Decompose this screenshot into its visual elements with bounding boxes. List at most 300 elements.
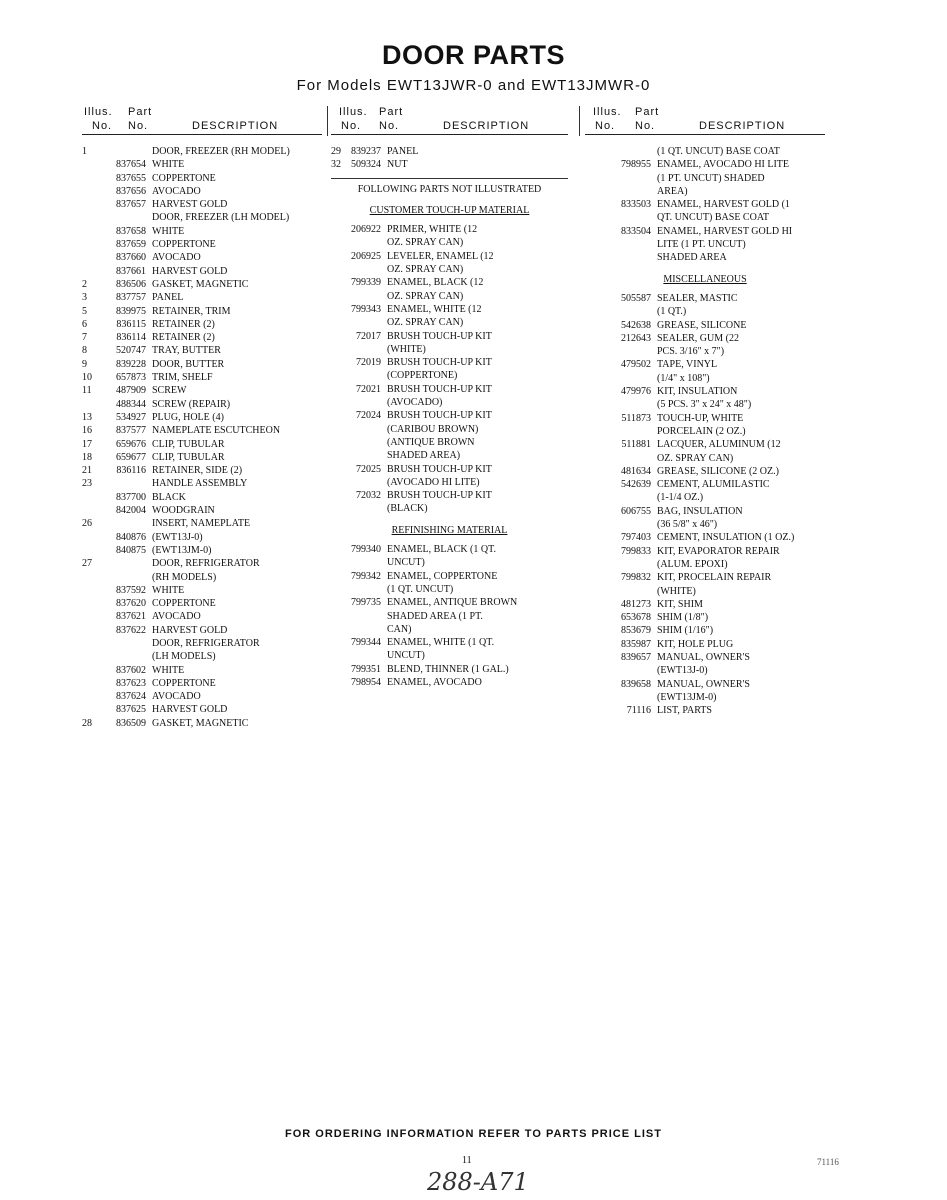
- part-number: 837757: [116, 292, 146, 304]
- part-row: [82, 571, 322, 584]
- part-number: 837622: [116, 624, 146, 636]
- illus-number: [82, 158, 104, 171]
- part-row: [82, 517, 322, 530]
- part-number: 836506: [116, 278, 146, 290]
- part-number: 842004: [116, 505, 146, 517]
- illus-number: [82, 172, 104, 185]
- part-description: ENAMEL, AVOCADO HI LITE (1 PT. UNCUT) SHADED AREA): [657, 159, 790, 197]
- part-number: 837623: [116, 677, 146, 689]
- part-row: [585, 505, 825, 532]
- part-row: [585, 611, 825, 624]
- part-description: KIT, PROCELAIN REPAIR (WHITE): [657, 572, 772, 597]
- part-row: [331, 636, 568, 663]
- part-description: PANEL: [387, 146, 419, 157]
- part-row: [585, 478, 825, 505]
- part-number: 837620: [116, 598, 146, 610]
- part-row: [585, 412, 825, 439]
- part-number: 509324: [351, 159, 381, 171]
- part-description: PLUG, HOLE (4): [152, 411, 224, 423]
- part-row: [585, 704, 825, 717]
- part-number: 505587: [621, 292, 651, 304]
- part-row: [82, 198, 322, 211]
- part-number: 520747: [116, 345, 146, 357]
- part-number: 837621: [116, 611, 146, 623]
- part-description: (1 QT. UNCUT) BASE COAT: [657, 146, 780, 157]
- part-row: [585, 145, 825, 158]
- part-row: [331, 383, 568, 410]
- part-description: KIT, HOLE PLUG: [657, 638, 734, 650]
- part-row: [585, 651, 825, 678]
- part-row: [82, 584, 322, 597]
- part-description: DOOR, BUTTER: [152, 358, 225, 370]
- part-number: 837659: [116, 239, 146, 251]
- illus-number: [82, 703, 104, 716]
- part-number: 606755: [621, 505, 651, 517]
- part-row: [331, 223, 568, 250]
- part-number: 534927: [116, 411, 146, 423]
- part-row: [82, 677, 322, 690]
- illus-number: [82, 265, 104, 278]
- part-description: GASKET, MAGNETIC: [152, 278, 249, 290]
- part-description: ENAMEL, HARVEST GOLD HI LITE (1 PT. UNCUT) SHADED AREA: [657, 225, 793, 264]
- part-number: 799832: [621, 572, 651, 584]
- illus-label: Illus.: [593, 106, 622, 118]
- part-number: 836509: [116, 717, 146, 729]
- part-description: LEVELER, ENAMEL (12 OZ. SPRAY CAN): [387, 250, 494, 276]
- part-number: 837577: [116, 425, 146, 437]
- illus-number: [82, 531, 104, 544]
- part-number: 72024: [356, 410, 381, 422]
- ordering-info: FOR ORDERING INFORMATION REFER TO PARTS PRICE LIST: [285, 1128, 662, 1140]
- illus-number: 9: [82, 358, 87, 370]
- part-row: [82, 384, 322, 397]
- part-description: WHITE: [152, 159, 185, 171]
- part-row: [331, 463, 568, 490]
- part-description: COPPERTONE: [152, 598, 216, 610]
- part-row: [82, 251, 322, 264]
- part-row: [585, 225, 825, 265]
- illus-label: Illus.: [84, 106, 113, 118]
- part-description: PRIMER, WHITE (12 OZ. SPRAY CAN): [387, 224, 478, 249]
- part-description: TRIM, SHELF: [152, 372, 213, 384]
- part-description: AVOCADO: [152, 252, 201, 264]
- handwritten-note: 288-A71: [427, 1168, 529, 1196]
- part-description: DOOR, REFRIGERATOR: [152, 637, 260, 649]
- part-row: [331, 409, 568, 462]
- part-description: (LH MODELS): [152, 651, 216, 663]
- part-number: 481273: [621, 598, 651, 610]
- no-label: No.: [635, 120, 656, 132]
- part-number: 837624: [116, 691, 146, 703]
- section-heading: REFINISHING MATERIAL: [391, 524, 508, 536]
- section-heading: CUSTOMER TOUCH-UP MATERIAL: [369, 204, 530, 216]
- part-description: LIST, PARTS: [657, 705, 712, 717]
- part-row: [82, 185, 322, 198]
- part-number: 837656: [116, 185, 146, 197]
- part-row: [82, 664, 322, 677]
- column-header: [82, 104, 322, 135]
- illus-number: 1: [82, 146, 87, 157]
- illus-number: [82, 571, 104, 584]
- part-description: HANDLE ASSEMBLY: [152, 478, 248, 490]
- document-id: 71116: [817, 1157, 839, 1167]
- part-number: 836114: [116, 332, 146, 344]
- parts-column-1: [82, 104, 322, 730]
- part-description: WHITE: [152, 584, 185, 596]
- part-row: [82, 544, 322, 557]
- part-row: [82, 424, 322, 437]
- part-row: [82, 318, 322, 331]
- illus-number: 5: [82, 305, 87, 317]
- section-heading: MISCELLANEOUS: [663, 273, 747, 285]
- part-number: 487909: [116, 385, 146, 397]
- part-description: KIT, SHIM: [657, 598, 703, 610]
- part-row: [82, 358, 322, 371]
- column-divider: [327, 106, 328, 136]
- part-number: 799343: [351, 303, 381, 315]
- part-row: [585, 438, 825, 465]
- part-row: [585, 624, 825, 637]
- illus-number: [82, 650, 104, 663]
- illus-number: [82, 185, 104, 198]
- illus-number: 10: [82, 372, 92, 384]
- illus-number: [82, 504, 104, 517]
- illus-number: [82, 491, 104, 504]
- part-number: 799344: [351, 637, 381, 649]
- illus-number: [82, 544, 104, 557]
- part-row: [585, 319, 825, 332]
- part-description: ENAMEL, BLACK (12 OZ. SPRAY CAN): [387, 277, 484, 302]
- part-row: [585, 638, 825, 651]
- part-description: BRUSH TOUCH-UP KIT (CARIBOU BROWN) (ANTIQUE BROWN SHADED AREA): [387, 410, 492, 462]
- illus-number: [82, 211, 104, 224]
- part-description: BAG, INSULATION (36 5/8" x 46"): [657, 505, 743, 531]
- part-row: [585, 332, 825, 359]
- illus-number: [82, 664, 104, 677]
- part-label: Part: [635, 106, 660, 118]
- part-description: HARVEST GOLD: [152, 199, 228, 211]
- part-description: AVOCADO: [152, 185, 201, 197]
- part-description: ENAMEL, BLACK (1 QT. UNCUT): [387, 544, 496, 569]
- part-row: [82, 211, 322, 224]
- part-number: [585, 145, 657, 158]
- part-description: BRUSH TOUCH-UP KIT (WHITE): [387, 330, 492, 355]
- illus-number: 11: [82, 385, 92, 397]
- part-number: 837657: [116, 199, 146, 211]
- illus-number: 16: [82, 425, 92, 437]
- illus-number: [82, 624, 104, 637]
- part-number: [104, 145, 152, 158]
- part-number: 542638: [621, 319, 651, 331]
- part-row: [82, 464, 322, 477]
- parts-column-2: [331, 104, 568, 689]
- illus-number: 23: [82, 478, 92, 490]
- not-illustrated-note: FOLLOWING PARTS NOT ILLUSTRATED: [357, 183, 542, 195]
- part-description: HARVEST GOLD: [152, 265, 228, 277]
- part-number: 71116: [626, 705, 651, 717]
- part-number: [104, 517, 152, 530]
- part-number: 799735: [351, 597, 381, 609]
- part-row: [82, 172, 322, 185]
- part-row: [331, 145, 568, 158]
- part-description: (RH MODELS): [152, 571, 217, 583]
- part-number: 837655: [116, 172, 146, 184]
- part-number: 837654: [116, 159, 146, 171]
- part-number: 799340: [351, 544, 381, 556]
- part-number: 799351: [351, 663, 381, 675]
- part-description: CLIP, TUBULAR: [152, 438, 225, 450]
- part-number: 840876: [116, 531, 146, 543]
- part-number: 659677: [116, 451, 146, 463]
- part-row: [82, 278, 322, 291]
- part-description: CLIP, TUBULAR: [152, 451, 225, 463]
- part-number: 72032: [356, 490, 381, 502]
- part-number: 839228: [116, 358, 146, 370]
- part-row: [331, 276, 568, 303]
- illus-number: [82, 597, 104, 610]
- part-row: [331, 596, 568, 636]
- no-label: No.: [128, 120, 149, 132]
- part-row: [585, 678, 825, 705]
- part-row: [585, 358, 825, 385]
- part-row: [82, 610, 322, 623]
- part-number: 799833: [621, 545, 651, 557]
- part-row: [82, 438, 322, 451]
- part-number: 206925: [351, 250, 381, 262]
- part-description: BLEND, THINNER (1 GAL.): [387, 663, 509, 675]
- column-header: [331, 104, 568, 135]
- part-number: 542639: [621, 479, 651, 491]
- parts-list: [585, 145, 825, 717]
- part-number: 839975: [116, 305, 146, 317]
- part-number: 799339: [351, 277, 381, 289]
- part-row: [82, 344, 322, 357]
- part-description: RETAINER, SIDE (2): [152, 465, 243, 477]
- part-description: ENAMEL, AVOCADO: [387, 676, 482, 688]
- part-row: [585, 158, 825, 198]
- part-row: [331, 489, 568, 516]
- part-row: [331, 356, 568, 383]
- part-row: [331, 250, 568, 277]
- part-description: RETAINER, TRIM: [152, 305, 231, 317]
- part-number: 212643: [621, 332, 651, 344]
- part-description: SEALER, GUM (22 PCS. 3/16" x 7"): [657, 332, 739, 358]
- parts-list: [331, 145, 568, 689]
- part-number: 488344: [116, 398, 146, 410]
- part-number: [104, 571, 152, 584]
- part-description: DOOR, FREEZER (LH MODEL): [152, 212, 290, 224]
- part-number: 837625: [116, 704, 146, 716]
- part-description: ENAMEL, WHITE (12 OZ. SPRAY CAN): [387, 303, 482, 329]
- illus-number: [82, 225, 104, 238]
- illus-number: [82, 610, 104, 623]
- part-description: HARVEST GOLD: [152, 624, 228, 636]
- illus-number: 17: [82, 438, 92, 450]
- illus-number: [82, 238, 104, 251]
- part-description: BRUSH TOUCH-UP KIT (BLACK): [387, 490, 492, 515]
- part-number: 837660: [116, 252, 146, 264]
- part-number: [104, 557, 152, 570]
- description-label: DESCRIPTION: [443, 120, 530, 132]
- part-description: WHITE: [152, 225, 185, 237]
- part-description: CEMENT, ALUMILASTIC (1-1/4 OZ.): [657, 479, 770, 504]
- part-row: [331, 543, 568, 570]
- part-number: 839658: [621, 678, 651, 690]
- part-number: [104, 650, 152, 663]
- parts-list: [82, 145, 322, 730]
- part-description: SHIM (1/16"): [657, 625, 714, 637]
- part-row: [82, 624, 322, 637]
- page-subtitle: For Models EWT13JWR-0 and EWT13JMWR-0: [296, 77, 651, 94]
- part-description: DOOR, FREEZER (RH MODEL): [152, 146, 290, 157]
- part-number: 72019: [356, 357, 381, 369]
- part-row: [331, 676, 568, 689]
- part-row: [82, 265, 322, 278]
- part-row: [82, 238, 322, 251]
- description-label: DESCRIPTION: [192, 120, 279, 132]
- part-description: (EWT13J-0): [152, 531, 203, 543]
- illus-number: [82, 198, 104, 211]
- part-row: [331, 303, 568, 330]
- part-row: [585, 198, 825, 225]
- part-description: TOUCH-UP, WHITE PORCELAIN (2 OZ.): [657, 412, 746, 437]
- part-description: ENAMEL, ANTIQUE BROWN SHADED AREA (1 PT. CAN): [387, 597, 518, 635]
- illus-number: 27: [82, 558, 92, 570]
- part-description: SCREW (REPAIR): [152, 398, 231, 410]
- part-description: ENAMEL, COPPERTONE (1 QT. UNCUT): [387, 570, 498, 595]
- part-number: 839237: [351, 146, 381, 157]
- part-description: GREASE, SILICONE: [657, 319, 747, 331]
- part-description: SHIM (1/8"): [657, 612, 709, 624]
- part-row: [82, 398, 322, 411]
- part-row: [82, 504, 322, 517]
- illus-number: 8: [82, 345, 87, 357]
- part-description: ENAMEL, HARVEST GOLD (1 QT. UNCUT) BASE COAT: [657, 199, 790, 224]
- illus-number: 7: [82, 332, 87, 344]
- part-description: AVOCADO: [152, 691, 201, 703]
- illus-number: 3: [82, 292, 87, 304]
- part-description: INSERT, NAMEPLATE: [152, 518, 251, 530]
- no-label: No.: [92, 120, 113, 132]
- part-number: [104, 637, 152, 650]
- part-row: [82, 411, 322, 424]
- part-row: [82, 371, 322, 384]
- part-description: CEMENT, INSULATION (1 OZ.): [657, 532, 795, 544]
- part-description: DOOR, REFRIGERATOR: [152, 558, 260, 570]
- part-description: MANUAL, OWNER'S (EWT13J-0): [657, 651, 750, 677]
- part-description: PANEL: [152, 292, 184, 304]
- part-row: [585, 385, 825, 412]
- illus-number: [82, 251, 104, 264]
- part-number: 837658: [116, 225, 146, 237]
- illus-number: 2: [82, 278, 87, 290]
- part-number: 833504: [621, 225, 651, 237]
- part-number: 657873: [116, 372, 146, 384]
- illus-number: [82, 398, 104, 411]
- part-description: COPPERTONE: [152, 677, 216, 689]
- illus-number: [82, 690, 104, 703]
- part-row: [585, 571, 825, 598]
- part-description: GASKET, MAGNETIC: [152, 717, 249, 729]
- part-number: 72025: [356, 463, 381, 475]
- part-number: 797403: [621, 532, 651, 544]
- part-row: [585, 598, 825, 611]
- column-header: [585, 104, 825, 135]
- part-row: [331, 663, 568, 676]
- part-number: 833503: [621, 199, 651, 211]
- part-description: AVOCADO: [152, 611, 201, 623]
- part-row: [82, 597, 322, 610]
- part-row: [82, 637, 322, 650]
- parts-column-3: [585, 104, 825, 717]
- part-label: Part: [128, 106, 153, 118]
- part-description: SEALER, MASTIC (1 QT.): [657, 292, 738, 318]
- part-description: TRAY, BUTTER: [152, 345, 221, 357]
- part-number: 853679: [621, 625, 651, 637]
- part-description: COPPERTONE: [152, 172, 216, 184]
- illus-number: 21: [82, 465, 92, 477]
- part-description: GREASE, SILICONE (2 OZ.): [657, 465, 779, 477]
- part-row: [82, 690, 322, 703]
- part-description: LACQUER, ALUMINUM (12 OZ. SPRAY CAN): [657, 439, 781, 464]
- no-label: No.: [595, 120, 616, 132]
- part-number: 837602: [116, 664, 146, 676]
- part-number: 798954: [351, 676, 381, 688]
- illus-number: [82, 584, 104, 597]
- part-description: RETAINER (2): [152, 318, 215, 330]
- illus-number: [82, 677, 104, 690]
- part-description: HARVEST GOLD: [152, 704, 228, 716]
- part-number: 511873: [621, 412, 651, 424]
- part-description: SCREW: [152, 385, 187, 397]
- illus-number: 18: [82, 451, 92, 463]
- illus-number: 28: [82, 717, 92, 729]
- part-number: 840875: [116, 544, 146, 556]
- illus-number: 29: [331, 146, 341, 157]
- part-number: 798955: [621, 159, 651, 171]
- part-number: 653678: [621, 612, 651, 624]
- part-description: (EWT13JM-0): [152, 544, 212, 556]
- illus-number: [82, 637, 104, 650]
- part-label: Part: [379, 106, 404, 118]
- part-row: [331, 570, 568, 597]
- part-row: [585, 531, 825, 544]
- part-row: [82, 650, 322, 663]
- part-row: [331, 158, 568, 171]
- part-description: BRUSH TOUCH-UP KIT (COPPERTONE): [387, 357, 492, 382]
- part-row: [82, 291, 322, 304]
- part-number: 72021: [356, 383, 381, 395]
- part-number: 511881: [621, 439, 651, 451]
- part-number: 479502: [621, 359, 651, 371]
- part-description: WOODGRAIN: [152, 505, 215, 517]
- part-description: MANUAL, OWNER'S (EWT13JM-0): [657, 678, 750, 703]
- part-description: NAMEPLATE ESCUTCHEON: [152, 425, 281, 437]
- column-divider: [579, 106, 580, 136]
- illus-number: 13: [82, 411, 92, 423]
- part-row: [82, 531, 322, 544]
- part-number: 837592: [116, 584, 146, 596]
- part-row: [82, 477, 322, 490]
- part-number: 481634: [621, 465, 651, 477]
- part-row: [82, 557, 322, 570]
- part-number: 72017: [356, 330, 381, 342]
- description-label: DESCRIPTION: [699, 120, 786, 132]
- part-description: ENAMEL, WHITE (1 QT. UNCUT): [387, 637, 495, 662]
- illus-number: 32: [331, 159, 341, 171]
- part-number: 799342: [351, 570, 381, 582]
- part-description: BRUSH TOUCH-UP KIT (AVOCADO): [387, 383, 492, 409]
